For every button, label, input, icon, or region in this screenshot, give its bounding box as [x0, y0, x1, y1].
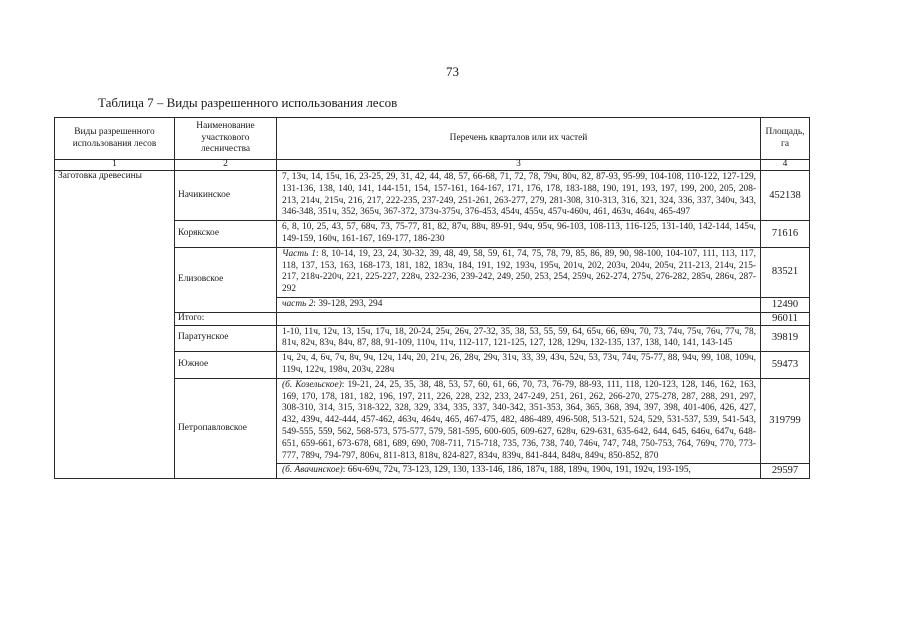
forestry-name: Петропавловское [175, 378, 277, 478]
header-area: Площадь, га [761, 118, 810, 160]
col-number-4: 4 [761, 160, 810, 171]
block-list-part2 [277, 297, 761, 312]
block-list-part1 [277, 247, 761, 297]
header-use-type: Виды разрешенного использования лесов [55, 118, 175, 160]
header-blocks: Перечень кварталов или их частей [277, 118, 761, 160]
part1-label: Часть 1 [282, 248, 316, 259]
forestry-name: Начикинское [175, 171, 277, 221]
part2-blocks: : 39-128, 293, 294 [313, 298, 383, 309]
column-number-row [55, 160, 810, 171]
area-value: 29597 [761, 464, 810, 479]
area-value: 319799 [761, 378, 810, 464]
use-type-cell: Заготовка древесины [55, 171, 175, 479]
total-area: 96011 [761, 312, 810, 325]
sub1-label: (б. Козельское) [282, 379, 342, 390]
sub1-blocks: : 19-21, 24, 25, 35, 38, 48, 53, 57, 60, 61, 66, 70, 73, 76-79, 88-93, 111, 118, 120-123, 128, 146, 162, 163, 169, 170, 178, 181, 182, 196, 197, 211, 226, 228, 232, 233, 247-249, 251, 261, 262, 266-270, 275-278, 287, 288, 291, 297, 308-310, 314, 315, 318-322, 328, 329, 334, 335, 337, 340-342, 351-353, 364, 365, 368, 394, 397, 398, 401-406, 426, 427, 432, 439ч, 442-444, 457-462, 463ч, 464ч, 465, 467-475, 482, 486-489, 496-508, 513-521, 524, 529, 531-537, 539, 541-543, 549-555, 559, 562, 568-573, 575-577, 579, 581-595, 600-605, 609-627, 628ч, 629-631, 635-642, 644, 645, 646ч, 647ч, 648-651, 659-661, 673-678, 681, 689, 690, 708-711, 715-718, 735, 736, 738, 740, 746ч, 747, 748, 750-753, 764, 769ч, 770, 773-777, 789ч, 794-797, 806ч, 811-813, 818ч, 824-827, 834ч, 839ч, 841-844, 848ч, 849ч, 850-852, 870 [282, 379, 756, 461]
total-empty [277, 312, 761, 325]
table-title: Таблица 7 – Виды разрешенного использования лесов [98, 95, 398, 110]
block-list: 1ч, 2ч, 4, 6ч, 7ч, 8ч, 9ч, 12ч, 14ч, 20, 21ч, 26, 28ч, 29ч, 31ч, 33, 39, 43ч, 52ч, 53, 73ч, 74ч, 75-77, 88, 94ч, 99, 108, 109ч, 119ч, 122ч, 198ч, 203ч, 228ч [277, 352, 761, 379]
area-value: 452138 [761, 171, 810, 221]
forestry-name: Елизовское [175, 247, 277, 312]
col-number-2: 2 [175, 160, 277, 171]
forestry-name: Корякское [175, 221, 277, 248]
block-list: 6, 8, 10, 25, 43, 57, 68ч, 73, 75-77, 81, 82, 87ч, 88ч, 89-91, 94ч, 95ч, 96-103, 108-113, 116-125, 131-140, 142-144, 145ч, 149-159, 160ч, 161-167, 169-177, 186-230 [277, 221, 761, 248]
part1-blocks: : 8, 10-14, 19, 23, 24, 30-32, 39, 48, 49, 58, 59, 61, 74, 75, 78, 79, 85, 86, 89, 90, 98-100, 104-107, 111, 113, 117, 118, 137, 153, 163, 168-173, 181, 182, 183ч, 184, 191, 192, 193ч, 195ч, 201ч, 202, 203ч, 204ч, 205ч, 211-213, 214ч, 215-217, 218ч-220ч, 221, 225-227, 228ч, 232-236, 239-242, 249, 250, 253, 254, 259ч, 262-274, 275ч, 276-282, 285ч, 286ч, 287-292 [282, 248, 756, 295]
sub2-label: (б. Авачинское) [282, 465, 343, 476]
area-value: 12490 [761, 297, 810, 312]
col-number-3: 3 [277, 160, 761, 171]
block-list: 1-10, 11ч, 12ч, 13, 15ч, 17ч, 18, 20-24, 25ч, 26ч, 27-32, 35, 38, 53, 55, 59, 64, 65ч, 66, 69ч, 70, 73, 74ч, 75ч, 76ч, 77ч, 78, 81ч, 82ч, 83ч, 84ч, 87, 88, 91-109, 110ч, 11ч, 112-117, 121-125, 127, 128, 129ч, 132-135, 137, 138, 140, 141, 143-145 [277, 325, 761, 352]
total-label: Итого: [175, 312, 277, 325]
forestry-name: Южное [175, 352, 277, 379]
page-number: 73 [446, 64, 459, 79]
block-list-sub2 [277, 464, 761, 479]
table-row [55, 171, 810, 221]
header-row [55, 118, 810, 160]
area-value: 71616 [761, 221, 810, 248]
block-list: 7, 13ч, 14, 15ч, 16, 23-25, 29, 31, 42, 44, 48, 57, 66-68, 71, 72, 78, 79ч, 80ч, 82, 87-93, 95-99, 104-108, 110-122, 127-129, 131-136, 138, 140, 141, 144-151, 154, 157-161, 164-167, 171, 176, 178, 183-188, 190, 191, 193, 197, 199, 200, 205, 208-213, 214ч, 215ч, 216, 217, 222-235, 237-249, 251-261, 263-277, 279, 281-308, 310-313, 316, 321, 324, 336, 337, 340ч, 343, 346-348, 351ч, 352, 365ч, 367-372, 373ч-375ч, 376-453, 454ч, 455ч, 457ч-460ч, 461, 463ч, 464ч, 465-497 [277, 171, 761, 221]
area-value: 59473 [761, 352, 810, 379]
header-forestry: Наименование участкового лесничества [175, 118, 277, 160]
col-number-1: 1 [55, 160, 175, 171]
block-list-sub1 [277, 378, 761, 464]
part2-label: часть 2 [282, 298, 314, 309]
forest-use-table [54, 117, 810, 479]
forestry-name: Паратунское [175, 325, 277, 352]
sub2-blocks: : 66ч-69ч, 72ч, 73-123, 129, 130, 133-146, 186, 187ч, 188, 189ч, 190ч, 191, 192ч, 193-195, [342, 465, 691, 476]
area-value: 83521 [761, 247, 810, 297]
area-value: 39819 [761, 325, 810, 352]
